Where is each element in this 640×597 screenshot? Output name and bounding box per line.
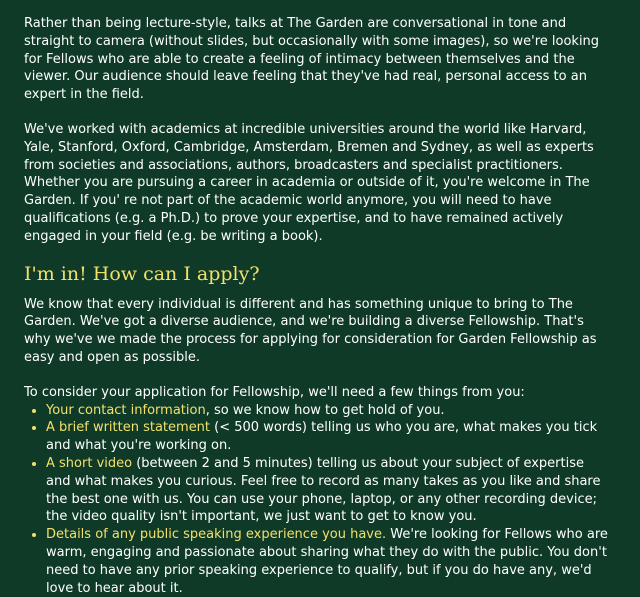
requirement-contact-info bbox=[46, 402, 610, 420]
contact-info-link[interactable]: Your contact information bbox=[46, 402, 206, 418]
written-statement-link[interactable]: A brief written statement bbox=[46, 420, 211, 436]
requirement-text: (< 500 words) telling us who you are, what makes you tick and what you're working on. bbox=[46, 420, 598, 454]
apply-paragraph: We know that every individual is different and has something unique to bring to The Garden. We've got a diverse audience, and we're building a diverse Fellowship. That's why we've we made the process for applying for consideration for Garden Fellowship as easy and open as possible. bbox=[24, 296, 597, 365]
requirement-written-statement bbox=[46, 419, 610, 455]
intro-paragraph-1: Rather than being lecture-style, talks at The Garden are conversational in tone and straight to camera (without slides, but occasionally with some images), so we're looking for Fellows who are able to create a feeling of intimacy between themselves and the viewer. Our audience should leave feeling that they've had real, personal access to an expert in the field. bbox=[24, 16, 600, 103]
requirement-text: , so we know how to get hold of you. bbox=[205, 402, 445, 418]
requirements-list bbox=[24, 402, 610, 597]
short-video-link[interactable]: A short video bbox=[46, 455, 133, 471]
requirement-text: (between 2 and 5 minutes) telling us about your subject of expertise and what makes you curious. Feel free to record as many takes as you like and share the best one with us. You can use your phone, laptop, or any other recording device; the video quality isn't important, we just want to get to know you. bbox=[46, 455, 601, 525]
requirements-intro: To consider your application for Fellowship, we'll need a few things from you: bbox=[24, 384, 525, 400]
requirement-short-video bbox=[46, 455, 610, 526]
requirement-text: We're looking for Fellows who are warm, engaging and passionate about sharing what they do with the public. You don't need to have any prior speaking experience to qualify, but if you do have any, we'd love to hear about it. bbox=[46, 527, 608, 596]
requirement-public-speaking bbox=[46, 526, 610, 597]
public-speaking-link[interactable]: Details of any public speaking experience you have. bbox=[46, 527, 387, 543]
article-body bbox=[24, 15, 610, 597]
apply-heading: I'm in! How can I apply? bbox=[24, 262, 260, 285]
intro-paragraph-2: We've worked with academics at incredible universities around the world like Harvard, Yale, Stanford, Oxford, Cambridge, Amsterdam, Bremen and Sydney, as well as experts from societies and associations, authors, broadcasters and specialist practitioners. Whether you are pursuing a career in academia or outside of it, you're welcome in The Garden. If you' re not part of the academic world anymore, you will need to have qualifications (e.g. a Ph.D.) to prove your expertise, and to have remained actively engaged in your field (e.g. be writing a book). bbox=[24, 121, 594, 244]
